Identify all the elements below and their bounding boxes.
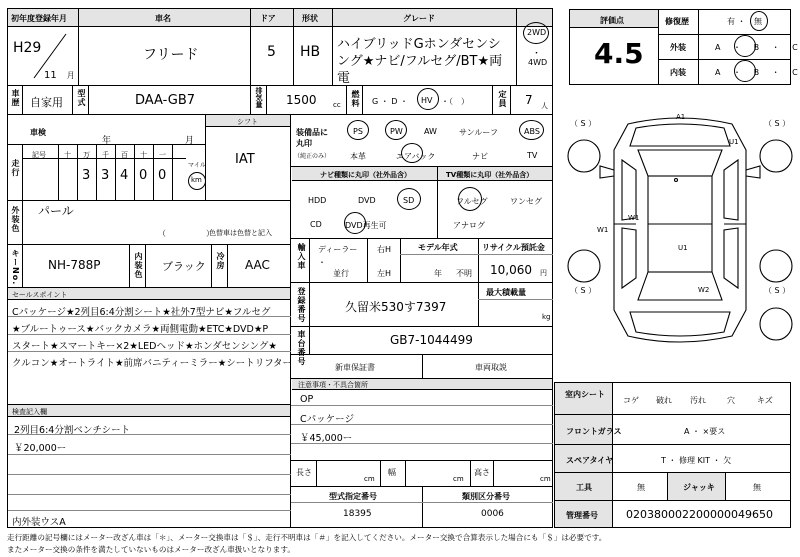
seat-item: 汚れ — [690, 396, 706, 405]
first-reg-label: 初年度登録年月 — [11, 14, 67, 23]
height-unit: cm — [540, 475, 551, 483]
length-label: 長さ — [296, 468, 312, 477]
divider — [8, 334, 291, 335]
divider — [554, 500, 791, 501]
interior-color-label: 内装色 — [134, 252, 143, 279]
repair-label: 修復歴 — [665, 17, 689, 26]
option-item: AW — [424, 127, 437, 136]
divider — [291, 238, 553, 239]
tools-value: 無 — [637, 483, 645, 492]
divider — [250, 85, 251, 114]
digit-head: 十 — [140, 151, 147, 159]
divider — [367, 238, 368, 282]
notes-line: Cパッケージ — [300, 414, 354, 425]
divider — [658, 59, 791, 60]
divider — [422, 354, 423, 378]
fuel-options: G ・ D ・ — [372, 97, 408, 106]
capacity-label: 定員 — [498, 90, 507, 108]
import-dealer: ディーラー — [318, 245, 358, 254]
tools-label: 工具 — [576, 483, 592, 492]
car-name-label: 車名 — [155, 14, 171, 23]
damage-mark: U1 — [678, 244, 688, 252]
divider — [8, 494, 291, 495]
sales-label: セールスポイント — [12, 291, 68, 299]
digit-head: 百 — [121, 151, 128, 159]
bottom-note: 内外装ウスA — [12, 517, 66, 528]
divider — [554, 414, 791, 415]
import-dot: ・ — [318, 258, 326, 267]
divider — [362, 85, 363, 114]
color-label: 外装色 — [11, 206, 20, 233]
divider — [400, 238, 401, 282]
diagram-s-mark: （ S ） — [764, 119, 791, 128]
grade-label: グレード — [403, 14, 435, 23]
seat-item: 破れ — [656, 396, 672, 405]
divider — [380, 460, 381, 486]
seat-item: コゲ — [623, 396, 639, 405]
navi-item: DVD — [358, 196, 376, 205]
grade-text: ハイブリッドGホンダセンシング★ナビ/フルセグ/BT★両電 — [337, 37, 503, 86]
notes-line: ￥45,000ー — [300, 433, 353, 444]
mileage-digit: 0 — [158, 168, 167, 183]
aircon-value: AAC — [245, 258, 270, 272]
tv-item: ワンセグ — [510, 197, 542, 206]
fuel-hv: HV — [421, 96, 433, 105]
chassis-label: 車台番号 — [297, 330, 306, 366]
inspection-label: 車検 — [30, 128, 46, 137]
recycle-value: 10,060 — [490, 263, 532, 277]
divider — [145, 244, 146, 287]
recycle-label: リサイクル預託金 — [482, 243, 545, 252]
divider — [8, 474, 291, 475]
divider — [227, 244, 228, 287]
divider — [291, 405, 553, 406]
damage-mark: U1 — [729, 138, 739, 146]
model-value: DAA-GB7 — [135, 93, 196, 108]
mile-unit: マイル — [188, 162, 206, 169]
drive-dot: ・ — [532, 49, 542, 59]
divider — [115, 144, 116, 200]
displacement-label: 排気量 — [255, 87, 263, 108]
divider — [8, 351, 291, 352]
divider — [493, 460, 494, 486]
divider — [153, 144, 154, 200]
fuel-other: ・（ ） — [441, 97, 469, 106]
divider — [134, 144, 135, 200]
seat-item: キズ — [757, 396, 773, 405]
divider — [698, 9, 699, 85]
designation-label: 型式指定番号 — [329, 492, 377, 501]
door-count: 5 — [267, 44, 276, 60]
option-item: TV — [527, 151, 538, 160]
divider — [400, 254, 553, 255]
divider — [78, 9, 79, 85]
divider — [422, 486, 423, 528]
interior-b-circle — [734, 60, 756, 82]
divider — [8, 85, 553, 86]
abs-circle — [519, 120, 544, 140]
drive-4wd: 4WD — [528, 58, 548, 67]
sd-circle — [397, 188, 421, 210]
divider — [58, 144, 59, 200]
warranty-cert: 新車保証書 — [335, 363, 375, 372]
divider — [22, 85, 23, 114]
digit-head: 一 — [159, 151, 166, 159]
import-label: 輸入車 — [297, 243, 306, 270]
navi-item: CD — [310, 220, 322, 229]
model-year-unknown: 不明 — [456, 269, 472, 278]
divider — [510, 85, 511, 114]
divider — [291, 460, 553, 461]
notes-line: OP — [300, 394, 314, 405]
diagram-s-mark: （ S ） — [570, 286, 597, 295]
mileage-label: 走行 — [11, 159, 20, 177]
digit-head: 十 — [64, 151, 71, 159]
option-item: PS — [353, 127, 363, 136]
divider — [470, 460, 471, 486]
sales-line: Cパッケージ★2列目6:4分割シート★社外7型ナビ★フルセグ — [12, 307, 271, 318]
divider — [405, 460, 406, 486]
seat-item: 穴 — [727, 396, 735, 405]
shape-label: 形状 — [302, 14, 318, 23]
divider — [309, 282, 310, 326]
color-note: 色替車は色替と記入 — [209, 229, 272, 237]
damage-mark: W2 — [698, 286, 710, 294]
chassis-value: GB7-1044499 — [390, 333, 473, 347]
body-shape: HB — [300, 44, 321, 60]
divider — [290, 362, 291, 528]
registration-value: 久留米530す7397 — [345, 300, 447, 314]
car-name: フリード — [143, 47, 199, 63]
divider — [291, 443, 553, 444]
tv-item: フルセグ — [456, 197, 488, 206]
navi-item: DVD再生可 — [345, 221, 387, 230]
divider — [316, 460, 317, 486]
inspector-line: ￥20,000ー — [14, 443, 67, 454]
spare-tire-label: スペアタイヤ — [566, 456, 614, 465]
width-unit: cm — [453, 475, 464, 483]
key-number: NH-788P — [48, 258, 101, 272]
management-label: 管理番号 — [566, 511, 598, 520]
divider — [346, 85, 347, 114]
divider — [211, 244, 212, 287]
divider — [8, 434, 291, 435]
divider — [293, 9, 294, 85]
options-label: 装備品に丸印 — [296, 128, 328, 148]
tv-item: アナログ — [453, 221, 485, 230]
diagram-s-mark: （ S ） — [570, 119, 597, 128]
divider — [8, 510, 291, 511]
capacity-value: 7 — [525, 93, 533, 107]
max-load-unit: kg — [542, 313, 551, 321]
model-year-label: モデル年式 — [418, 243, 458, 252]
diagram-s-mark: （ S ） — [764, 286, 791, 295]
repair-none: 無 — [754, 17, 762, 26]
import-right: 右H — [377, 245, 392, 254]
max-load-label: 最大積載量 — [486, 288, 526, 297]
divider — [478, 282, 479, 326]
divider — [554, 444, 791, 445]
key-label: キーNo. — [11, 249, 20, 286]
displacement-value: 1500 — [286, 93, 317, 107]
footer-note: またメーター交換の条件を満たしていないものはメーター改ざん車扱いとなります。 — [7, 545, 295, 554]
windshield-value: A ・ ×要ス — [684, 427, 726, 436]
inspector-line: 2列目6:4分割ベンチシート — [14, 425, 131, 436]
header-row — [8, 9, 552, 27]
divider — [266, 85, 267, 114]
model-year-year: 年 — [434, 269, 442, 278]
door-label: ドア — [260, 14, 276, 23]
damage-mark: W1 — [628, 214, 640, 222]
divider — [492, 85, 493, 114]
option-item: 本革 — [350, 152, 366, 161]
divider — [332, 9, 333, 85]
interior-color: ブラック — [162, 260, 206, 273]
fuel-label: 燃料 — [351, 90, 360, 108]
divider — [72, 85, 73, 114]
capacity-unit: 人 — [541, 102, 548, 110]
inspection-year-unit: 年 — [102, 136, 112, 146]
length-unit: cm — [364, 475, 375, 483]
mileage-digit: 3 — [101, 168, 110, 183]
divider — [658, 34, 791, 35]
interior-grades: A ・ B ・ C — [715, 68, 798, 77]
divider — [309, 326, 310, 354]
divider — [291, 502, 553, 503]
first-reg-month: 11 月 — [44, 70, 75, 81]
inspection-month-unit: 月 — [185, 136, 195, 146]
ps-circle — [347, 120, 369, 140]
digit-head: 万 — [83, 151, 90, 159]
shift-label: シフト — [237, 118, 258, 126]
jack-value: 無 — [753, 483, 761, 492]
options-sub: （純正のみ） — [294, 153, 331, 160]
divider — [478, 299, 553, 300]
divider — [22, 200, 23, 244]
height-label: 高さ — [474, 468, 490, 477]
aircon-label: 冷房 — [216, 252, 225, 270]
shift-value: IAT — [235, 152, 255, 167]
airbag-circle — [401, 143, 423, 163]
navi-label: ナビ種類に丸印（社外品含） — [320, 171, 411, 179]
sales-line: クルコン★オートライト★前席バニティーミラー★シートリフター — [12, 358, 293, 369]
mileage-digit: 0 — [139, 168, 148, 183]
dvd-play-circle — [344, 212, 366, 234]
mileage-digit: 3 — [82, 168, 91, 183]
spare-tire-value: T ・ 修理 KIT ・ 欠 — [661, 456, 732, 465]
divider — [22, 244, 23, 287]
category-number: 0006 — [481, 509, 504, 519]
rating-label: 評価点 — [600, 16, 624, 25]
option-item: ABS — [524, 127, 540, 136]
import-left: 左H — [377, 269, 392, 278]
divider — [88, 85, 89, 114]
divider — [658, 9, 659, 85]
digit-head: 千 — [102, 151, 109, 159]
km-unit: km — [191, 176, 202, 184]
divider — [291, 326, 553, 327]
inspector-label: 検査記入欄 — [12, 408, 47, 416]
divider — [291, 424, 553, 425]
pw-circle — [385, 120, 407, 140]
divider — [516, 9, 517, 85]
divider — [77, 144, 78, 200]
damage-mark: A1 — [676, 113, 686, 121]
divider — [8, 316, 291, 317]
model-label: 型式 — [77, 89, 86, 107]
option-item: サンルーフ — [459, 128, 498, 137]
exterior-grades: A ・ B ・ C — [715, 43, 798, 52]
option-item: PW — [390, 127, 403, 136]
option-item: ナビ — [472, 152, 488, 161]
owners-manual: 車両取説 — [475, 363, 507, 372]
designation-number: 18395 — [343, 509, 372, 519]
sales-line: スタート★スマートキー×2★LEDヘッド★ホンダセンシング★ — [12, 341, 277, 352]
fullseg-circle — [458, 187, 482, 211]
color-note-paren: （ ） — [158, 229, 214, 238]
navi-item: SD — [403, 196, 415, 205]
divider — [8, 200, 291, 201]
color-value: パール — [38, 204, 74, 218]
divider — [8, 244, 291, 245]
divider — [291, 282, 553, 283]
tv-label: TV種類に丸印（社外品含） — [446, 171, 534, 179]
divider — [129, 244, 130, 287]
rating-value: 4.5 — [594, 37, 644, 70]
exterior-label: 外装 — [670, 43, 686, 52]
displacement-unit: cc — [333, 101, 341, 109]
mileage-digit: 4 — [120, 168, 129, 183]
option-item: エアバック — [396, 152, 436, 161]
divider — [478, 238, 479, 282]
sales-line: ★ブルートゥース★バックカメラ★両側電動★ETC★DVD★P — [12, 324, 269, 335]
import-parallel: 並行 — [333, 269, 349, 278]
divider — [8, 454, 291, 455]
recycle-unit: 円 — [540, 269, 547, 277]
divider — [22, 144, 23, 200]
footer-note: 走行距離の記号欄にはメーター改ざん車は「＊」、メーター交換車は「＄」、走行不明車は「＃」を記入してください。メーター交換で合算表示した場合にも「＄」は必要です。 — [7, 533, 607, 542]
management-number: 020380002200000049650 — [626, 508, 773, 521]
interior-label: 内装 — [670, 68, 686, 77]
usage-value: 自家用 — [30, 96, 63, 109]
first-reg-year: H29 — [13, 40, 42, 56]
navi-item: HDD — [308, 196, 327, 205]
mileage-record-label: 記号 — [32, 151, 46, 159]
divider — [96, 144, 97, 200]
repair-yes: 有 ・ — [727, 17, 746, 26]
usage-label: 車歴 — [11, 89, 20, 107]
jack-label: ジャッキ — [683, 483, 715, 492]
notes-label: 注意事項・不具合箇所 — [298, 381, 368, 389]
exterior-b-circle — [734, 35, 756, 57]
drive-2wd: 2WD — [527, 28, 547, 37]
registration-label: 登録番号 — [297, 287, 306, 323]
category-label: 類別区分番号 — [462, 492, 510, 501]
divider — [8, 144, 206, 145]
divider — [250, 9, 251, 85]
divider — [309, 238, 310, 282]
seat-label: 室内シート — [565, 390, 605, 399]
inspector-header — [8, 405, 290, 417]
windshield-label: フロントガラス — [566, 427, 622, 436]
width-label: 幅 — [388, 468, 396, 477]
divider — [172, 144, 173, 200]
damage-mark: W1 — [597, 226, 609, 234]
